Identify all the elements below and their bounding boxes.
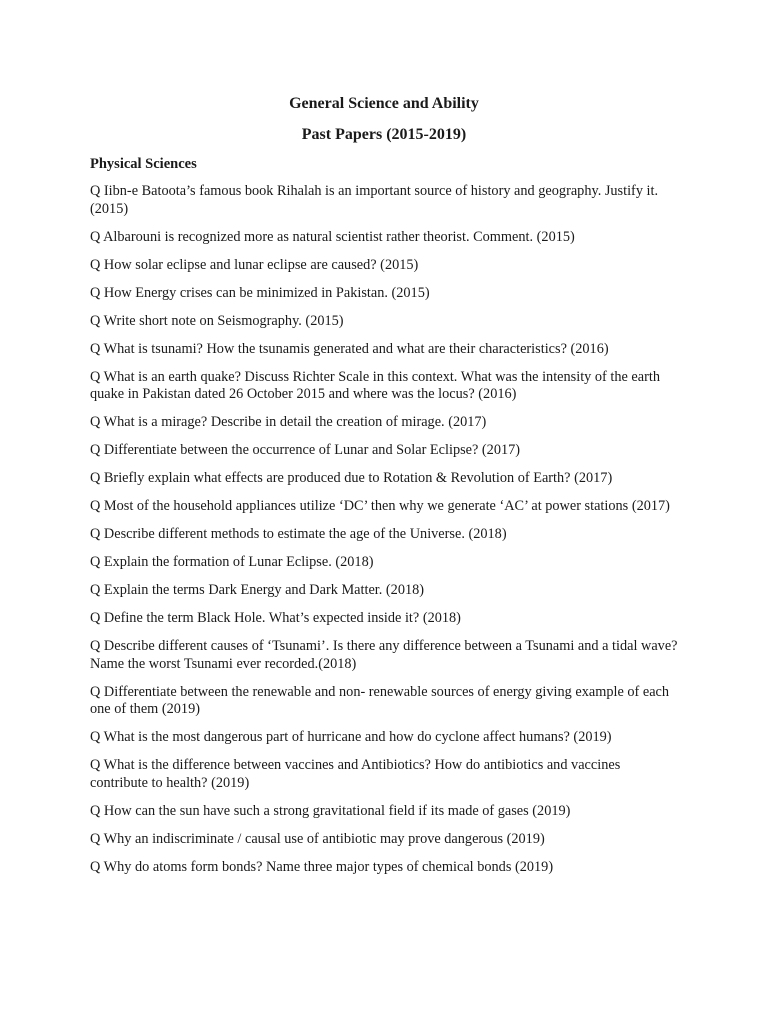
question-item: Q Briefly explain what effects are produced due to Rotation & Revolution of Earth? (2017) bbox=[90, 470, 613, 486]
question-item: Q Explain the terms Dark Energy and Dark Matter. (2018) bbox=[90, 582, 425, 598]
question-item: Q Describe different causes of ‘Tsunami’. Is there any difference between a Tsunami and a tidal wave? Name the worst Tsunami ever recorded.(2018) bbox=[90, 638, 678, 672]
question-item: Q Why an indiscriminate / causal use of antibiotic may prove dangerous (2019) bbox=[90, 830, 545, 847]
document-title: General Science and Ability bbox=[289, 95, 479, 112]
question-item: Q Define the term Black Hole. What’s expected inside it? (2018) bbox=[90, 610, 461, 626]
question-item: Q Differentiate between the occurrence of Lunar and Solar Eclipse? (2017) bbox=[90, 442, 521, 458]
question-item: Q Iibn-e Batoota’s famous book Rihalah is an important source of history and geography. Justify it. (2015) bbox=[90, 183, 659, 217]
question-item: Q What is the difference between vaccines and Antibiotics? How do antibiotics and vaccines contribute to health? (2019) bbox=[90, 757, 621, 791]
question-item: Q Why do atoms form bonds? Name three major types of chemical bonds (2019) bbox=[90, 858, 554, 875]
question-item: Q How solar eclipse and lunar eclipse are caused? (2015) bbox=[90, 256, 419, 273]
question-list bbox=[90, 183, 680, 887]
question-item: Q What is tsunami? How the tsunamis generated and what are their characteristics? (2016) bbox=[90, 340, 609, 357]
question-item: Q What is a mirage? Describe in detail the creation of mirage. (2017) bbox=[90, 414, 487, 430]
question-item: Q Describe different methods to estimate the age of the Universe. (2018) bbox=[90, 526, 507, 542]
section-heading: Physical Sciences bbox=[90, 156, 197, 172]
question-item: Q What is an earth quake? Discuss Richter Scale in this context. What was the intensity of the earth quake in Pakistan dated 26 October 2015 and where was the locus? (2016) bbox=[90, 368, 660, 402]
question-item: Q Albarouni is recognized more as natural scientist rather theorist. Comment. (2015) bbox=[90, 228, 575, 245]
question-item: Q How Energy crises can be minimized in Pakistan. (2015) bbox=[90, 284, 430, 301]
question-item: Q How can the sun have such a strong gravitational field if its made of gases (2019) bbox=[90, 802, 571, 819]
question-item: Q Write short note on Seismography. (2015) bbox=[90, 312, 344, 329]
question-item: Q What is the most dangerous part of hurricane and how do cyclone affect humans? (2019) bbox=[90, 729, 612, 745]
question-item: Q Explain the formation of Lunar Eclipse. (2018) bbox=[90, 554, 374, 570]
document-subtitle: Past Papers (2015-2019) bbox=[301, 126, 467, 143]
question-item: Q Differentiate between the renewable and non- renewable sources of energy giving example of each one of them (2019) bbox=[90, 683, 670, 717]
question-item: Q Most of the household appliances utilize ‘DC’ then why we generate ‘AC’ at power stations (2017) bbox=[90, 498, 670, 514]
